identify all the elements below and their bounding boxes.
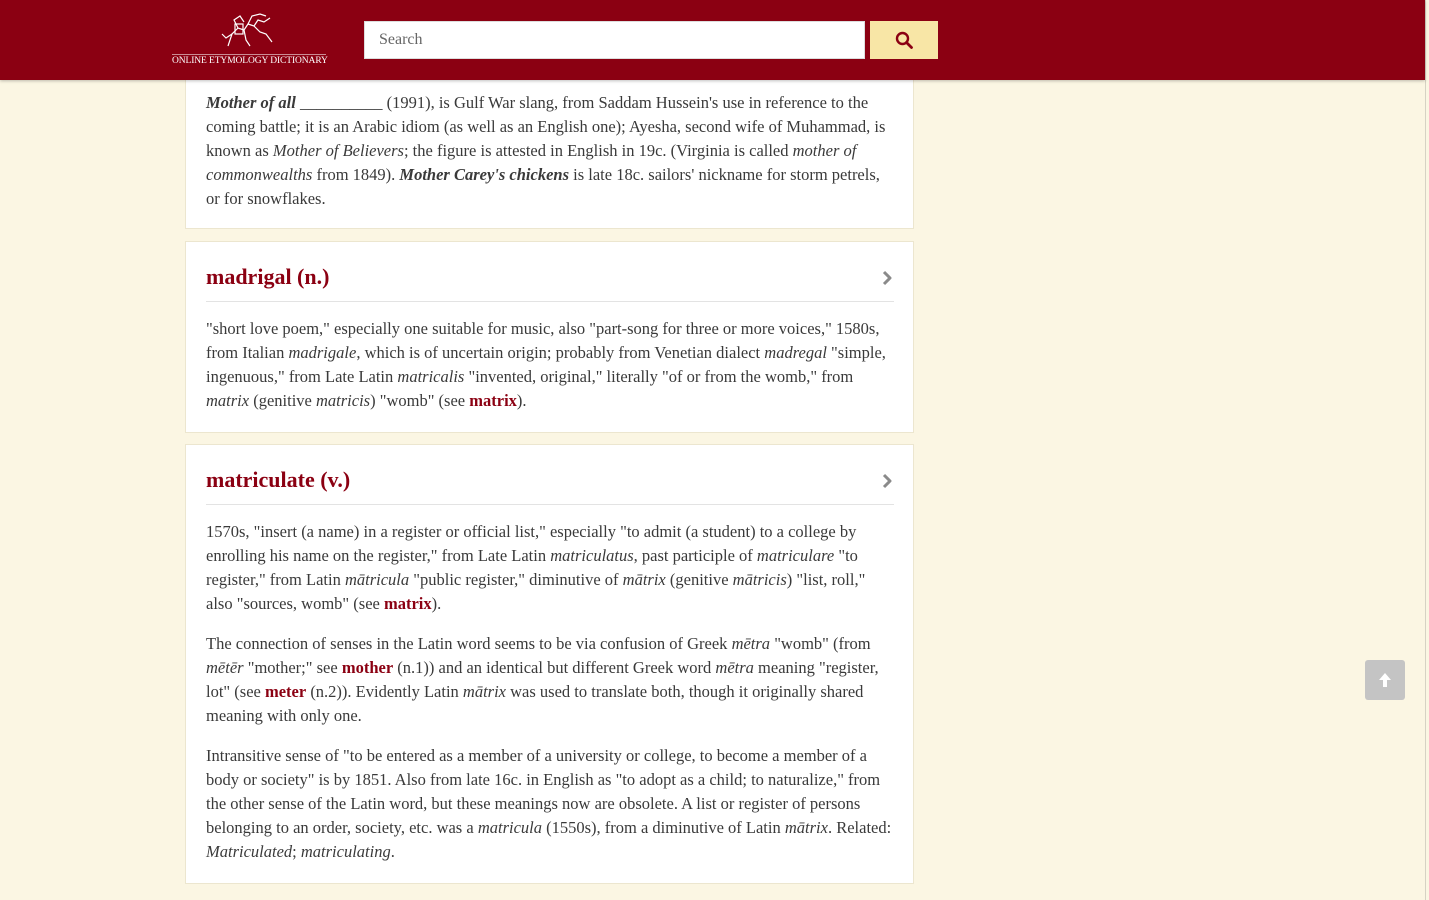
search-icon: [895, 31, 913, 49]
search-input[interactable]: [364, 21, 865, 59]
search-button[interactable]: [870, 21, 938, 59]
text-run: __________ (1991), is Gulf War slang, from Saddam Hussein's use in reference to the coming battle; it is an Arabic idiom (as well as an English one); Ayesha, second wife of Muhammad, is known as: [206, 93, 886, 160]
text-run: The connection of senses in the Latin word seems to be via confusion of Greek: [206, 634, 732, 653]
foreign-term: Matriculated: [206, 842, 293, 861]
xref-link-mother[interactable]: mother: [341, 658, 394, 677]
foreign-term: matricula: [477, 818, 542, 837]
top-navbar: [0, 0, 1425, 80]
foreign-term: mētēr: [206, 658, 244, 677]
chevron-right-icon[interactable]: [881, 270, 893, 286]
text-run: (n.1)) and an identical but different Greek word: [393, 658, 716, 677]
text-run: , past participle of: [633, 546, 757, 565]
entry-card-mother: [185, 60, 914, 229]
foreign-term: mātricula: [344, 570, 410, 589]
text-run: ).: [516, 391, 527, 410]
foreign-term: matricalis: [397, 367, 465, 386]
headword-phrase: Mother Carey's chickens: [399, 165, 569, 184]
text-run: "mother;" see: [243, 658, 342, 677]
back-to-top-button[interactable]: [1365, 660, 1405, 700]
title-divider: [206, 504, 894, 505]
text-run: ).: [431, 594, 442, 613]
text-run: "womb" (from: [770, 634, 871, 653]
text-run: was used to translate both, though it originally shared meaning with only one.: [206, 682, 864, 725]
foreign-term: madrigale: [288, 343, 357, 362]
logo-text: ONLINE ETYMOLOGY DICTIONARY: [172, 56, 328, 66]
entry-paragraph: [206, 520, 894, 616]
xref-link-matrix[interactable]: matrix: [469, 391, 517, 410]
griffin-logo-icon: [214, 12, 284, 52]
text-run: "to register," from Latin: [206, 546, 858, 589]
foreign-term: mātrix: [784, 818, 828, 837]
entry-paragraph: [206, 317, 894, 413]
foreign-term: matriculatus: [550, 546, 634, 565]
xref-link-meter[interactable]: meter: [264, 682, 307, 701]
text-run: "simple, ingenuous," from Late Latin: [206, 343, 886, 386]
text-run: ;: [292, 842, 301, 861]
text-run: from 1849).: [312, 165, 400, 184]
foreign-term: matriculare: [756, 546, 835, 565]
foreign-term: mother of commonwealths: [206, 141, 857, 184]
foreign-term: matricis: [316, 391, 371, 410]
text-run: (genitive: [665, 570, 733, 589]
text-run: .: [390, 842, 395, 861]
foreign-term: Mother of Believers: [272, 141, 404, 160]
text-run: meaning "register, lot" (see: [206, 658, 879, 701]
chevron-right-icon[interactable]: [881, 473, 893, 489]
text-run: . Related:: [827, 818, 892, 837]
entry-paragraph: [206, 744, 894, 864]
text-run: "short love poem," especially one suitable for music, also "part-song for three or more voices," 1580s, from Italian: [206, 319, 880, 362]
text-run: (1550s), from a diminutive of Latin: [541, 818, 785, 837]
arrow-up-icon: [1378, 672, 1392, 688]
entry-paragraph: [206, 91, 894, 211]
text-run: 1570s, "insert (a name) in a register or official list," especially "to admit (a student) to a college by enrolling his name on the register," from Late Latin: [206, 522, 857, 565]
entry-card-matriculate: [185, 444, 914, 884]
text-run: ) "womb" (see: [370, 391, 470, 410]
text-run: , which is of uncertain origin; probably from Venetian dialect: [356, 343, 765, 362]
entry-title-matriculate[interactable]: matriculate (v.): [206, 467, 351, 492]
foreign-term: matrix: [206, 391, 250, 410]
headword-phrase: Mother of all: [206, 93, 296, 112]
text-run: is late 18c. sailors' nickname for storm petrels, or for snowflakes.: [206, 165, 880, 208]
page-edge-divider: [1425, 0, 1426, 900]
foreign-term: mātrix: [462, 682, 506, 701]
foreign-term: mātricis: [732, 570, 787, 589]
foreign-term: mētra: [731, 634, 771, 653]
title-divider: [206, 301, 894, 302]
text-run: "public register," diminutive of: [409, 570, 623, 589]
foreign-term: mātrix: [622, 570, 666, 589]
text-run: (n.2)). Evidently Latin: [306, 682, 463, 701]
entry-title-madrigal[interactable]: madrigal (n.): [206, 264, 330, 289]
foreign-term: madregal: [764, 343, 827, 362]
foreign-term: mētra: [715, 658, 754, 677]
text-run: "invented, original," literally "of or from the womb," from: [464, 367, 854, 386]
site-logo[interactable]: [172, 12, 326, 68]
text-run: (genitive: [249, 391, 316, 410]
text-run: ; the figure is attested in English in 19c. (Virginia is called: [403, 141, 793, 160]
xref-link-matrix[interactable]: matrix: [383, 594, 432, 613]
entry-paragraph: [206, 632, 894, 728]
text-run: ) "list, roll," also "sources, womb" (see: [206, 570, 866, 613]
entry-card-madrigal: [185, 241, 914, 433]
foreign-term: matriculating: [300, 842, 391, 861]
text-run: Intransitive sense of "to be entered as a member of a university or college, to become a member of a body or society" is by 1851. Also from late 16c. in English as "to adopt as a child; to naturalize," from the other sense of the Latin word, but these meanings now are obsolete. A list or register of persons belonging to an order, society, etc. was a: [206, 746, 881, 837]
